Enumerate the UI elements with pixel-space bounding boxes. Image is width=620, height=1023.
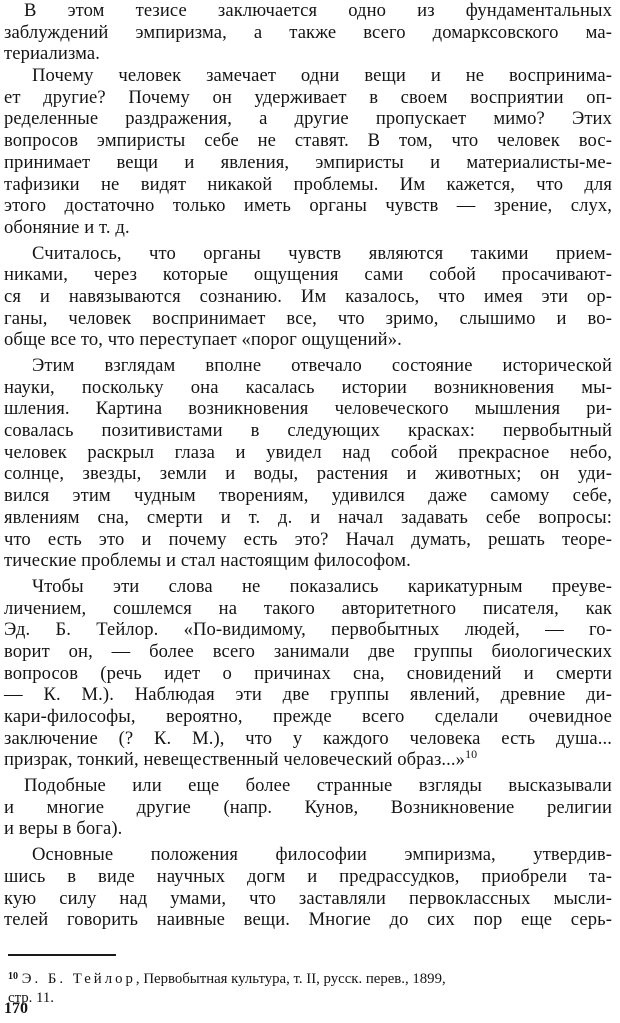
text-line: ет другие? Почему он удерживает в своем восприятии оп-: [4, 86, 612, 108]
text-line: личением, сошлемся на такого авторитетного писателя, как: [4, 597, 612, 619]
footnote-line: стр. 11.: [8, 990, 54, 1006]
text-line: что есть это и почему есть это? Начал думать, решать теоре-: [4, 528, 612, 550]
text-line: принимает вещи и явления, эмпиристы и материалисты-ме-: [4, 151, 612, 173]
footnote-line: [8, 970, 612, 989]
text-line: вился этим чудным творениям, удивился даже самому себе,: [4, 485, 612, 507]
footnote-author: Э. Б. Тейлор: [21, 971, 136, 987]
text-line: вопросов (речь идет о причинах сна, сновидений и смерти: [4, 662, 612, 684]
text-line: В этом тезисе заключается одно из фундаментальных: [24, 0, 612, 21]
footnote-separator: [8, 954, 116, 956]
text-line: вопросов эмпиристы себе не ставят. В том, что человек вос-: [4, 130, 612, 152]
text-line: ворит он, — более всего занимали две группы биологических: [4, 640, 612, 662]
text-line: тические проблемы и стал настоящим философом.: [4, 550, 411, 572]
text-line: ганы, человек воспринимает все, что зримо, слышимо и во-: [4, 307, 612, 329]
text-line: шись в виде научных догм и предрассудков, приобрели та-: [4, 865, 612, 887]
text-line: телей говорить наивные вещи. Многие до сих пор еще серь-: [4, 909, 612, 931]
text-line: обще все то, что переступает «порог ощущений».: [4, 329, 402, 351]
text-line: никами, через которые ощущения сами собой просачивают-: [4, 264, 612, 286]
text-line: Этим взглядам вполне отвечало состояние исторической: [32, 355, 612, 376]
text-line: Основные положения философии эмпиризма, утвердив-: [32, 844, 612, 866]
quote-end: призрак, тонкий, невещественный человеческий образ...»: [4, 749, 466, 771]
text-line: Считалось, что органы чувств являются такими прием-: [32, 242, 612, 264]
text-line: заблуждений эмпиризма, а также всего домарксовского ма-: [4, 21, 612, 43]
footnote: [8, 970, 612, 1008]
text-line: шления. Картина возникновения человеческого мышления ри-: [4, 398, 612, 420]
footnote-text: , Первобытная культура, т. II, русск. перев., 1899,: [135, 971, 446, 987]
footnote-ref: 10: [465, 747, 478, 762]
text-line: ределенные раздражения, а другие пропускает мимо? Этих: [4, 108, 612, 130]
text-line: и веры в бога).: [4, 818, 123, 840]
text-line: явлениям сна, смерти и т. д. и начал задавать себе вопросы:: [4, 506, 612, 528]
text-line: — К. М.). Наблюдая эти две группы явлений, древние ди-: [4, 684, 612, 706]
text-line: солнце, звезды, земли и воды, растения и животных; он уди-: [4, 463, 612, 485]
text-line: ся и навязываются сознанию. Им казалось, что имея эти ор-: [4, 285, 612, 307]
text-line: Почему человек замечает одни вещи и не воспринима-: [32, 65, 612, 87]
text-line: обоняние и т. д.: [4, 216, 130, 238]
text-line: Подобные или еще более странные взгляды высказывали: [24, 775, 612, 797]
text-line: кую силу над умами, что заставляли первоклассных мысли-: [4, 887, 612, 909]
text-line: совалась позитивистами в следующих красках: первобытный: [4, 420, 612, 442]
text-line: тафизики не видят никакой проблемы. Им кажется, что для: [4, 173, 612, 195]
text-line: териализма.: [4, 43, 100, 65]
text-line: [4, 749, 612, 771]
body-text: [4, 0, 612, 931]
text-line: Эд. Б. Тейлор. «По-видимому, первобытных людей, — го-: [4, 619, 612, 641]
text-line: этого достаточно только иметь органы чувств — зрение, слух,: [4, 195, 612, 217]
page-number: 170: [4, 1000, 28, 1017]
text-line: человек раскрыл глаза и увидел над собой прекрасное небо,: [4, 441, 612, 463]
text-line: и многие другие (напр. Кунов, Возникновение религии: [4, 796, 612, 818]
text-line: заключение (? К. М.), что у каждого человека есть душа...: [4, 727, 612, 749]
text-line: кари-философы, вероятно, прежде всего сделали очевидное: [4, 706, 612, 727]
text-line: науки, поскольку она касалась истории возникновения мы-: [4, 376, 612, 398]
text-line: Чтобы эти слова не показались карикатурным преуве-: [32, 575, 612, 597]
footnote-number: 10: [8, 971, 18, 982]
